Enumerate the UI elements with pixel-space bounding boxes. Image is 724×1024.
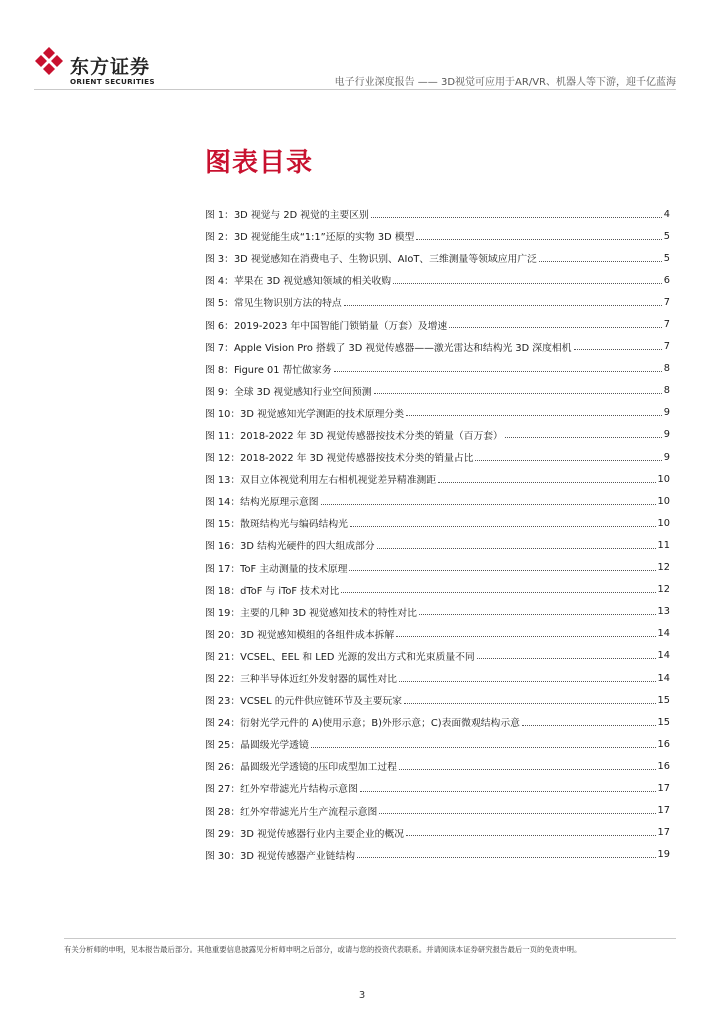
toc-entry-page: 12 xyxy=(657,562,670,574)
toc-entry-label: 图 6：2019-2023 年中国智能门锁销量（万套）及增速 xyxy=(205,320,448,332)
toc-leader-dots xyxy=(574,349,662,350)
toc-entry[interactable] xyxy=(205,269,670,291)
toc-entry[interactable] xyxy=(205,446,670,468)
toc-entry[interactable] xyxy=(205,313,670,335)
toc-entry-page: 10 xyxy=(657,473,670,485)
toc-entry[interactable] xyxy=(205,336,670,358)
toc-leader-dots xyxy=(475,460,661,461)
toc-entry[interactable] xyxy=(205,844,670,866)
toc-entry-page: 15 xyxy=(657,716,670,728)
toc-list xyxy=(205,203,670,866)
toc-leader-dots xyxy=(539,261,662,262)
toc-entry[interactable] xyxy=(205,755,670,777)
toc-entry-page: 17 xyxy=(657,805,670,817)
toc-entry[interactable] xyxy=(205,468,670,490)
toc-entry[interactable] xyxy=(205,358,670,380)
toc-leader-dots xyxy=(404,703,655,704)
toc-entry-label: 图 19：主要的几种 3D 视觉感知技术的特性对比 xyxy=(205,607,417,619)
toc-leader-dots xyxy=(522,725,656,726)
toc-leader-dots xyxy=(393,283,662,284)
toc-entry-page: 9 xyxy=(663,429,670,441)
toc-entry-label: 图 11：2018-2022 年 3D 视觉传感器按技术分类的销量（百万套） xyxy=(205,430,503,442)
toc-entry-page: 7 xyxy=(663,319,670,331)
toc-entry-page: 10 xyxy=(657,495,670,507)
toc-entry[interactable] xyxy=(205,601,670,623)
toc-entry-label: 图 23：VCSEL 的元件供应链环节及主要玩家 xyxy=(205,696,403,708)
toc-entry-label: 图 16：3D 结构光硬件的四大组成部分 xyxy=(205,541,375,553)
toc-leader-dots xyxy=(377,548,656,549)
header-divider xyxy=(34,89,676,90)
toc-leader-dots xyxy=(321,504,656,505)
toc-entry-page: 6 xyxy=(663,274,670,286)
toc-entry-label: 图 1：3D 视觉与 2D 视觉的主要区别 xyxy=(205,210,369,222)
toc-entry-label: 图 21：VCSEL、EEL 和 LED 光源的发出方式和光束质量不同 xyxy=(205,651,475,663)
toc-entry[interactable] xyxy=(205,534,670,556)
toc-entry-page: 14 xyxy=(657,672,670,684)
toc-entry[interactable] xyxy=(205,380,670,402)
toc-entry-page: 5 xyxy=(663,252,670,264)
toc-entry[interactable] xyxy=(205,225,670,247)
toc-entry-label: 图 27：红外窄带滤光片结构示意图 xyxy=(205,784,358,796)
toc-entry-label: 图 5：常见生物识别方法的特点 xyxy=(205,298,342,310)
toc-entry-label: 图 20：3D 视觉感知模组的各组件成本拆解 xyxy=(205,629,395,641)
toc-entry-page: 13 xyxy=(657,606,670,618)
toc-entry-page: 15 xyxy=(657,694,670,706)
toc-leader-dots xyxy=(438,482,655,483)
toc-leader-dots xyxy=(374,393,662,394)
toc-leader-dots xyxy=(396,636,655,637)
toc-entry-page: 9 xyxy=(663,407,670,419)
toc-entry-page: 7 xyxy=(663,296,670,308)
toc-entry-label: 图 18：dToF 与 iToF 技术对比 xyxy=(205,585,340,597)
toc-entry[interactable] xyxy=(205,291,670,313)
toc-entry-page: 14 xyxy=(657,650,670,662)
toc-entry-page: 17 xyxy=(657,827,670,839)
toc-entry[interactable] xyxy=(205,557,670,579)
toc-entry-label: 图 28：红外窄带滤光片生产流程示意图 xyxy=(205,806,378,818)
toc-entry[interactable] xyxy=(205,623,670,645)
footer-divider xyxy=(64,938,676,939)
toc-entry[interactable] xyxy=(205,689,670,711)
toc-entry-label: 图 13：双目立体视觉利用左右相机视觉差异精准测距 xyxy=(205,475,437,487)
toc-entry-page: 16 xyxy=(657,760,670,772)
toc-leader-dots xyxy=(350,526,656,527)
toc-entry-page: 19 xyxy=(657,849,670,861)
toc-entry-label: 图 2：3D 视觉能生成“1:1”还原的实物 3D 模型 xyxy=(205,232,415,244)
toc-entry[interactable] xyxy=(205,247,670,269)
toc-entry-label: 图 17：ToF 主动测量的技术原理 xyxy=(205,563,348,575)
toc-entry[interactable] xyxy=(205,822,670,844)
toc-leader-dots xyxy=(357,857,655,858)
toc-leader-dots xyxy=(399,769,656,770)
toc-entry-page: 9 xyxy=(663,451,670,463)
page-number: 3 xyxy=(358,990,366,1001)
report-title: 电子行业深度报告 —— 3D视觉可应用于AR/VR、机器人等下游，迎千亿蓝海 xyxy=(334,77,676,88)
toc-entry-page: 16 xyxy=(657,738,670,750)
toc-entry-page: 8 xyxy=(663,385,670,397)
toc-leader-dots xyxy=(505,437,662,438)
toc-leader-dots xyxy=(399,681,656,682)
toc-entry-label: 图 8：Figure 01 帮忙做家务 xyxy=(205,364,332,376)
toc-entry-label: 图 4：苹果在 3D 视觉感知领域的相关收购 xyxy=(205,276,392,288)
toc-leader-dots xyxy=(406,415,662,416)
toc-leader-dots xyxy=(477,658,656,659)
toc-entry-page: 11 xyxy=(657,539,670,551)
toc-entry-page: 10 xyxy=(657,517,670,529)
toc-entry-label: 图 10：3D 视觉感知光学测距的技术原理分类 xyxy=(205,408,405,420)
toc-entry[interactable] xyxy=(205,645,670,667)
toc-leader-dots xyxy=(334,371,662,372)
toc-entry-page: 4 xyxy=(663,208,670,220)
toc-leader-dots xyxy=(419,614,656,615)
toc-leader-dots xyxy=(406,835,656,836)
toc-entry[interactable] xyxy=(205,490,670,512)
toc-entry-page: 8 xyxy=(663,363,670,375)
toc-entry-label: 图 24：衍射光学元件的 A)使用示意；B)外形示意；C)表面微观结构示意 xyxy=(205,718,520,730)
brand-name-cn: 东方证券 xyxy=(70,56,151,78)
toc-entry[interactable] xyxy=(205,512,670,534)
toc-leader-dots xyxy=(416,239,661,240)
toc-entry[interactable] xyxy=(205,402,670,424)
toc-entry-page: 14 xyxy=(657,628,670,640)
toc-entry-label: 图 15：散斑结构光与编码结构光 xyxy=(205,519,348,531)
toc-entry-label: 图 7：Apple Vision Pro 搭载了 3D 视觉传感器——激光雷达和结构光 3D 深度相机 xyxy=(205,342,572,354)
toc-entry-label: 图 26：晶圆级光学透镜的压印成型加工过程 xyxy=(205,762,397,774)
toc-entry-label: 图 3：3D 视觉感知在消费电子、生物识别、AIoT、三维测量等领域应用广泛 xyxy=(205,254,537,266)
toc-entry[interactable] xyxy=(205,777,670,799)
toc-entry[interactable] xyxy=(205,711,670,733)
toc-entry[interactable] xyxy=(205,733,670,755)
toc-entry[interactable] xyxy=(205,203,670,225)
toc-entry[interactable] xyxy=(205,579,670,601)
toc-leader-dots xyxy=(360,791,656,792)
toc-entry[interactable] xyxy=(205,800,670,822)
toc-title: 图表目录 xyxy=(205,148,314,178)
toc-entry-label: 图 12：2018-2022 年 3D 视觉传感器按技术分类的销量占比 xyxy=(205,453,474,465)
toc-entry-label: 图 29：3D 视觉传感器行业内主要企业的概况 xyxy=(205,828,405,840)
toc-leader-dots xyxy=(371,217,662,218)
toc-leader-dots xyxy=(311,747,656,748)
toc-entry-label: 图 30：3D 视觉传感器产业链结构 xyxy=(205,850,356,862)
toc-entry-page: 7 xyxy=(663,341,670,353)
toc-entry-page: 5 xyxy=(663,230,670,242)
toc-entry-label: 图 14：结构光原理示意图 xyxy=(205,497,319,509)
toc-leader-dots xyxy=(344,305,662,306)
brand-name-en: ORIENT SECURITIES xyxy=(70,77,155,86)
toc-leader-dots xyxy=(349,570,655,571)
toc-entry[interactable] xyxy=(205,667,670,689)
toc-entry-label: 图 25：晶圆级光学透镜 xyxy=(205,740,309,752)
brand-logo xyxy=(34,46,174,90)
orient-securities-logo-icon xyxy=(34,46,64,76)
toc-entry-page: 12 xyxy=(657,584,670,596)
toc-leader-dots xyxy=(379,813,655,814)
toc-leader-dots xyxy=(341,592,655,593)
disclaimer-text: 有关分析师的申明，见本报告最后部分。其他重要信息披露见分析师申明之后部分，或请与您的投资代表联系。并请阅读本证券研究报告最后一页的免责申明。 xyxy=(64,945,582,954)
toc-entry-page: 17 xyxy=(657,782,670,794)
toc-entry-label: 图 22：三种半导体近红外发射器的属性对比 xyxy=(205,674,397,686)
toc-entry-label: 图 9：全球 3D 视觉感知行业空间预测 xyxy=(205,386,372,398)
toc-entry[interactable] xyxy=(205,424,670,446)
toc-leader-dots xyxy=(449,327,662,328)
